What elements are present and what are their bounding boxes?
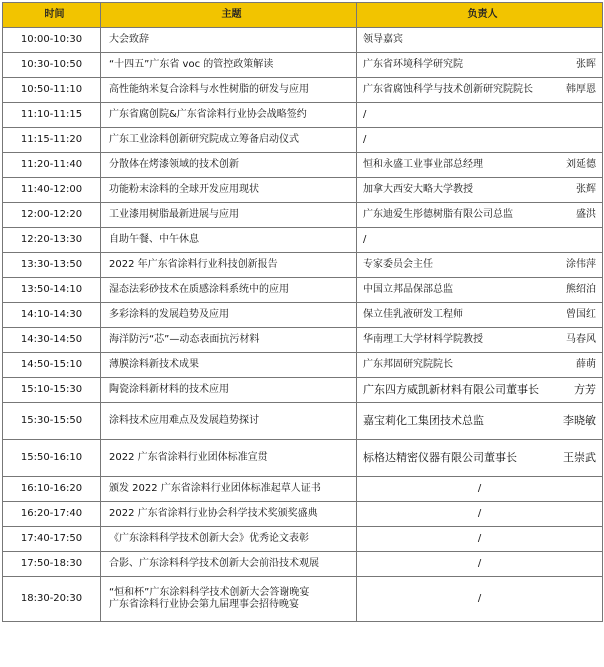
owner-name: 曾国红 <box>566 309 596 320</box>
table-header-row <box>3 3 603 28</box>
owner-role: 恒和永盛工业事业部总经理 <box>363 159 483 170</box>
table-row <box>3 128 603 153</box>
row-owner <box>357 440 603 477</box>
row-topic: 广东工业涂料创新研究院成立筹备启动仪式 <box>101 128 357 153</box>
row-topic: 分散体在烤漆领域的技术创新 <box>101 153 357 178</box>
table-row <box>3 403 603 440</box>
table-row <box>3 253 603 278</box>
row-time: 11:40-12:00 <box>3 178 101 203</box>
owner-role: 广东迪爱生彤德树脂有限公司总监 <box>363 209 513 220</box>
row-time: 10:30-10:50 <box>3 53 101 78</box>
header-topic: 主题 <box>101 3 357 28</box>
row-time: 17:40-17:50 <box>3 527 101 552</box>
owner-name: 熊绍泊 <box>566 284 596 295</box>
row-owner <box>357 153 603 178</box>
owner-name: 方芳 <box>574 383 596 396</box>
owner-role: 加拿大西安大略大学教授 <box>363 184 473 195</box>
owner-role: / <box>363 109 367 120</box>
topic-line-1: “恒和杯”广东涂料科学技术创新大会答谢晚宴 <box>109 587 310 598</box>
agenda-table <box>2 2 603 622</box>
row-time: 16:20-17:40 <box>3 502 101 527</box>
owner-role: 中国立邦品保部总监 <box>363 284 453 295</box>
owner-name: 马春风 <box>566 334 596 345</box>
row-topic: 涂料技术应用难点及发展趋势探讨 <box>101 403 357 440</box>
row-time: 13:30-13:50 <box>3 253 101 278</box>
row-owner <box>357 278 603 303</box>
row-owner <box>357 378 603 403</box>
row-owner <box>357 128 603 153</box>
row-topic: 大会致辞 <box>101 28 357 53</box>
table-row <box>3 477 603 502</box>
owner-role: / <box>363 234 367 245</box>
header-owner: 负责人 <box>357 3 603 28</box>
owner-name: 薛萌 <box>576 359 596 370</box>
row-owner <box>357 353 603 378</box>
row-time: 18:30-20:30 <box>3 577 101 622</box>
owner-role: 广东四方威凯新材料有限公司董事长 <box>363 383 539 396</box>
row-owner: / <box>357 577 603 622</box>
row-owner <box>357 203 603 228</box>
row-owner <box>357 527 603 552</box>
row-time: 13:50-14:10 <box>3 278 101 303</box>
row-time: 10:50-11:10 <box>3 78 101 103</box>
table-row <box>3 103 603 128</box>
owner-role: / <box>477 533 482 544</box>
owner-name: 盛洪 <box>576 209 596 220</box>
owner-role: 保立佳乳液研发工程师 <box>363 309 463 320</box>
table-row <box>3 502 603 527</box>
row-time: 15:10-15:30 <box>3 378 101 403</box>
row-time: 12:00-12:20 <box>3 203 101 228</box>
row-time: 12:20-13:30 <box>3 228 101 253</box>
owner-name: 张辉 <box>576 184 596 195</box>
row-topic: 高性能纳米复合涂料与水性树脂的研发与应用 <box>101 78 357 103</box>
table-row <box>3 440 603 477</box>
row-owner <box>357 103 603 128</box>
row-topic: 广东省腐创院&广东省涂料行业协会战略签约 <box>101 103 357 128</box>
owner-role: 专家委员会主任 <box>363 259 433 270</box>
row-time: 14:30-14:50 <box>3 328 101 353</box>
row-topic: 2022 广东省涂料行业协会科学技术奖颁奖盛典 <box>101 502 357 527</box>
row-topic: 2022 年广东省涂料行业科技创新报告 <box>101 253 357 278</box>
row-topic <box>101 577 357 622</box>
row-owner <box>357 253 603 278</box>
owner-role: 广东邦固研究院院长 <box>363 359 453 370</box>
row-owner <box>357 178 603 203</box>
owner-role: 华南理工大学材料学院教授 <box>363 334 483 345</box>
owner-role: / <box>477 483 482 494</box>
table-row <box>3 378 603 403</box>
owner-role: / <box>363 134 367 145</box>
owner-role: / <box>477 508 482 519</box>
row-time: 15:30-15:50 <box>3 403 101 440</box>
row-topic: 薄膜涂料新技术成果 <box>101 353 357 378</box>
row-topic: 自助午餐、中午休息 <box>101 228 357 253</box>
header-time: 时间 <box>3 3 101 28</box>
row-owner <box>357 328 603 353</box>
table-row <box>3 552 603 577</box>
table-row <box>3 203 603 228</box>
row-time: 16:10-16:20 <box>3 477 101 502</box>
table-row <box>3 228 603 253</box>
table-row <box>3 527 603 552</box>
row-topic: 陶瓷涂料新材料的技术应用 <box>101 378 357 403</box>
row-topic: 《广东涂料科学技术创新大会》优秀论文表彰 <box>101 527 357 552</box>
owner-role: 领导嘉宾 <box>363 34 403 45</box>
table-row <box>3 303 603 328</box>
table-row <box>3 53 603 78</box>
owner-name: 王崇武 <box>563 451 596 464</box>
row-time: 15:50-16:10 <box>3 440 101 477</box>
owner-role: 标格达精密仪器有限公司董事长 <box>363 451 517 464</box>
owner-name: 刘延德 <box>566 159 596 170</box>
row-time: 11:15-11:20 <box>3 128 101 153</box>
row-time: 17:50-18:30 <box>3 552 101 577</box>
row-owner <box>357 28 603 53</box>
row-owner <box>357 477 603 502</box>
owner-role: / <box>477 558 482 569</box>
owner-name: 张晖 <box>576 59 596 70</box>
row-topic: 多彩涂料的发展趋势及应用 <box>101 303 357 328</box>
agenda-table-container <box>2 2 602 622</box>
row-topic: 颁发 2022 广东省涂料行业团体标准起草人证书 <box>101 477 357 502</box>
row-owner <box>357 502 603 527</box>
owner-name: 韩厚恩 <box>566 84 596 95</box>
row-time: 14:10-14:30 <box>3 303 101 328</box>
row-owner <box>357 552 603 577</box>
owner-name: 李晓敏 <box>563 414 596 427</box>
owner-role: 广东省环境科学研究院 <box>363 59 463 70</box>
row-owner <box>357 228 603 253</box>
row-time: 11:20-11:40 <box>3 153 101 178</box>
table-row <box>3 178 603 203</box>
row-owner <box>357 78 603 103</box>
table-row <box>3 353 603 378</box>
row-time: 10:00-10:30 <box>3 28 101 53</box>
table-row <box>3 28 603 53</box>
row-topic: “十四五”广东省 voc 的管控政策解读 <box>101 53 357 78</box>
row-owner <box>357 303 603 328</box>
row-topic: 海洋防污“芯”—动态表面抗污材料 <box>101 328 357 353</box>
table-row <box>3 577 603 622</box>
table-row <box>3 278 603 303</box>
table-row <box>3 153 603 178</box>
row-time: 14:50-15:10 <box>3 353 101 378</box>
owner-role: 广东省腐蚀科学与技术创新研究院院长 <box>363 84 533 95</box>
table-body <box>3 28 603 622</box>
row-owner <box>357 403 603 440</box>
row-topic: 功能粉末涂料的全球开发应用现状 <box>101 178 357 203</box>
table-row <box>3 78 603 103</box>
row-topic: 工业漆用树脂最新进展与应用 <box>101 203 357 228</box>
owner-role: 嘉宝莉化工集团技术总监 <box>363 414 484 427</box>
row-topic: 2022 广东省涂料行业团体标准宣贯 <box>101 440 357 477</box>
topic-line-2: 广东省涂料行业协会第九届理事会招待晚宴 <box>109 599 299 610</box>
row-topic: 合影、广东涂料科学技术创新大会前沿技术观展 <box>101 552 357 577</box>
owner-name: 涂伟萍 <box>566 259 596 270</box>
row-time: 11:10-11:15 <box>3 103 101 128</box>
table-row <box>3 328 603 353</box>
row-topic: 湿态法彩砂技术在质感涂料系统中的应用 <box>101 278 357 303</box>
row-owner <box>357 53 603 78</box>
